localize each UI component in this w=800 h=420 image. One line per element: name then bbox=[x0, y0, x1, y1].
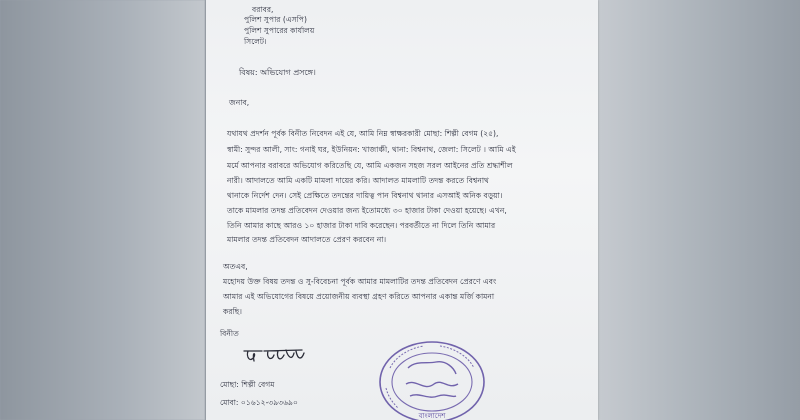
address-line: পুলিশ সুপার (এসপি) bbox=[244, 15, 307, 24]
subject-line: বিষয়: অভিযোগ প্রসঙ্গে। bbox=[239, 68, 316, 77]
closing-intro: অতএব, bbox=[223, 262, 248, 271]
body-line: মামলার তদন্ত প্রতিবেদন আদালতে প্রেরণ করবেন না। bbox=[227, 235, 387, 244]
address-line: বরাবর, bbox=[252, 5, 274, 14]
body-line: মর্মে আপনার বরাবরে অভিযোগ করিতেছি যে, আমি একজন সহজ সরল আইনের প্রতি শ্রদ্ধাশীল bbox=[227, 161, 513, 170]
signature-image bbox=[242, 343, 308, 369]
body-line: যথাযথ প্রদর্শন পূর্বক বিনীত নিবেদন এই যে, আমি নিম্ন স্বাক্ষরকারী মোছা: শিল্পী বেগম (২৫), bbox=[227, 129, 499, 138]
body-line: থানাকে নির্দেশ দেন। সেই প্রেক্ষিতে তদন্তের দায়িত্ব পান বিশ্বনাথ থানার এসআই অনিক বড়ুয়া। bbox=[227, 191, 503, 200]
address-line: সিলেট। bbox=[244, 37, 267, 46]
background-right bbox=[585, 0, 800, 420]
sender-name: মোছা: শিল্পী বেগম bbox=[220, 380, 275, 389]
background-left bbox=[0, 0, 205, 420]
body-line: তিনি আমার কাছে আরও ১০ হাজার টাকা দাবি করেছেন। পরবর্তীতে না দিলে তিনি আমার bbox=[227, 221, 496, 230]
closing-line: করছি। bbox=[223, 307, 242, 316]
sender-mobile: মোবা: ০১৬১২-৩৯৩৬৯০ bbox=[220, 398, 298, 407]
body-line: তাকে মামলার তদন্ত প্রতিবেদন দেওয়ার জন্য ইতোমধ্যে ৩০ হাজার টাকা দেওয়া হয়েছে। এখন, bbox=[227, 206, 507, 215]
official-stamp bbox=[376, 338, 488, 420]
body-line: স্বামী: সুন্দর আলী, সাং: গনাই ঘর, ইউনিয়ন: খাজাঞ্চী, থানা: বিশ্বনাথ, জেলা: সিলেট । আমি এই bbox=[227, 145, 516, 154]
salutation: জনাব, bbox=[229, 98, 250, 107]
closing-line: আমার এই অভিযোগের বিষয়ে প্রয়োজনীয় ব্যবস্থা গ্রহণ করিতে আপনার একান্ত মর্জি কামনা bbox=[223, 292, 495, 301]
closing-line: মহোদয় উক্ত বিষয় তদন্ত ও সু-বিবেচনা পূর্বক আমার মামলাটির তদন্ত প্রতিবেদন প্রেরণে এবং bbox=[223, 277, 497, 286]
letter-page bbox=[206, 0, 598, 420]
stamp-text: বাংলাদেশ bbox=[418, 412, 446, 420]
body-line: নারী। আদালতে আমি একটি মামলা দায়ের করি। আদালত মামলাটি তদন্ত করতে বিশ্বনাথ bbox=[227, 176, 489, 185]
signoff: বিনীত bbox=[220, 329, 239, 338]
address-line: পুলিশ সুপারের কার্যালয় bbox=[244, 26, 315, 35]
